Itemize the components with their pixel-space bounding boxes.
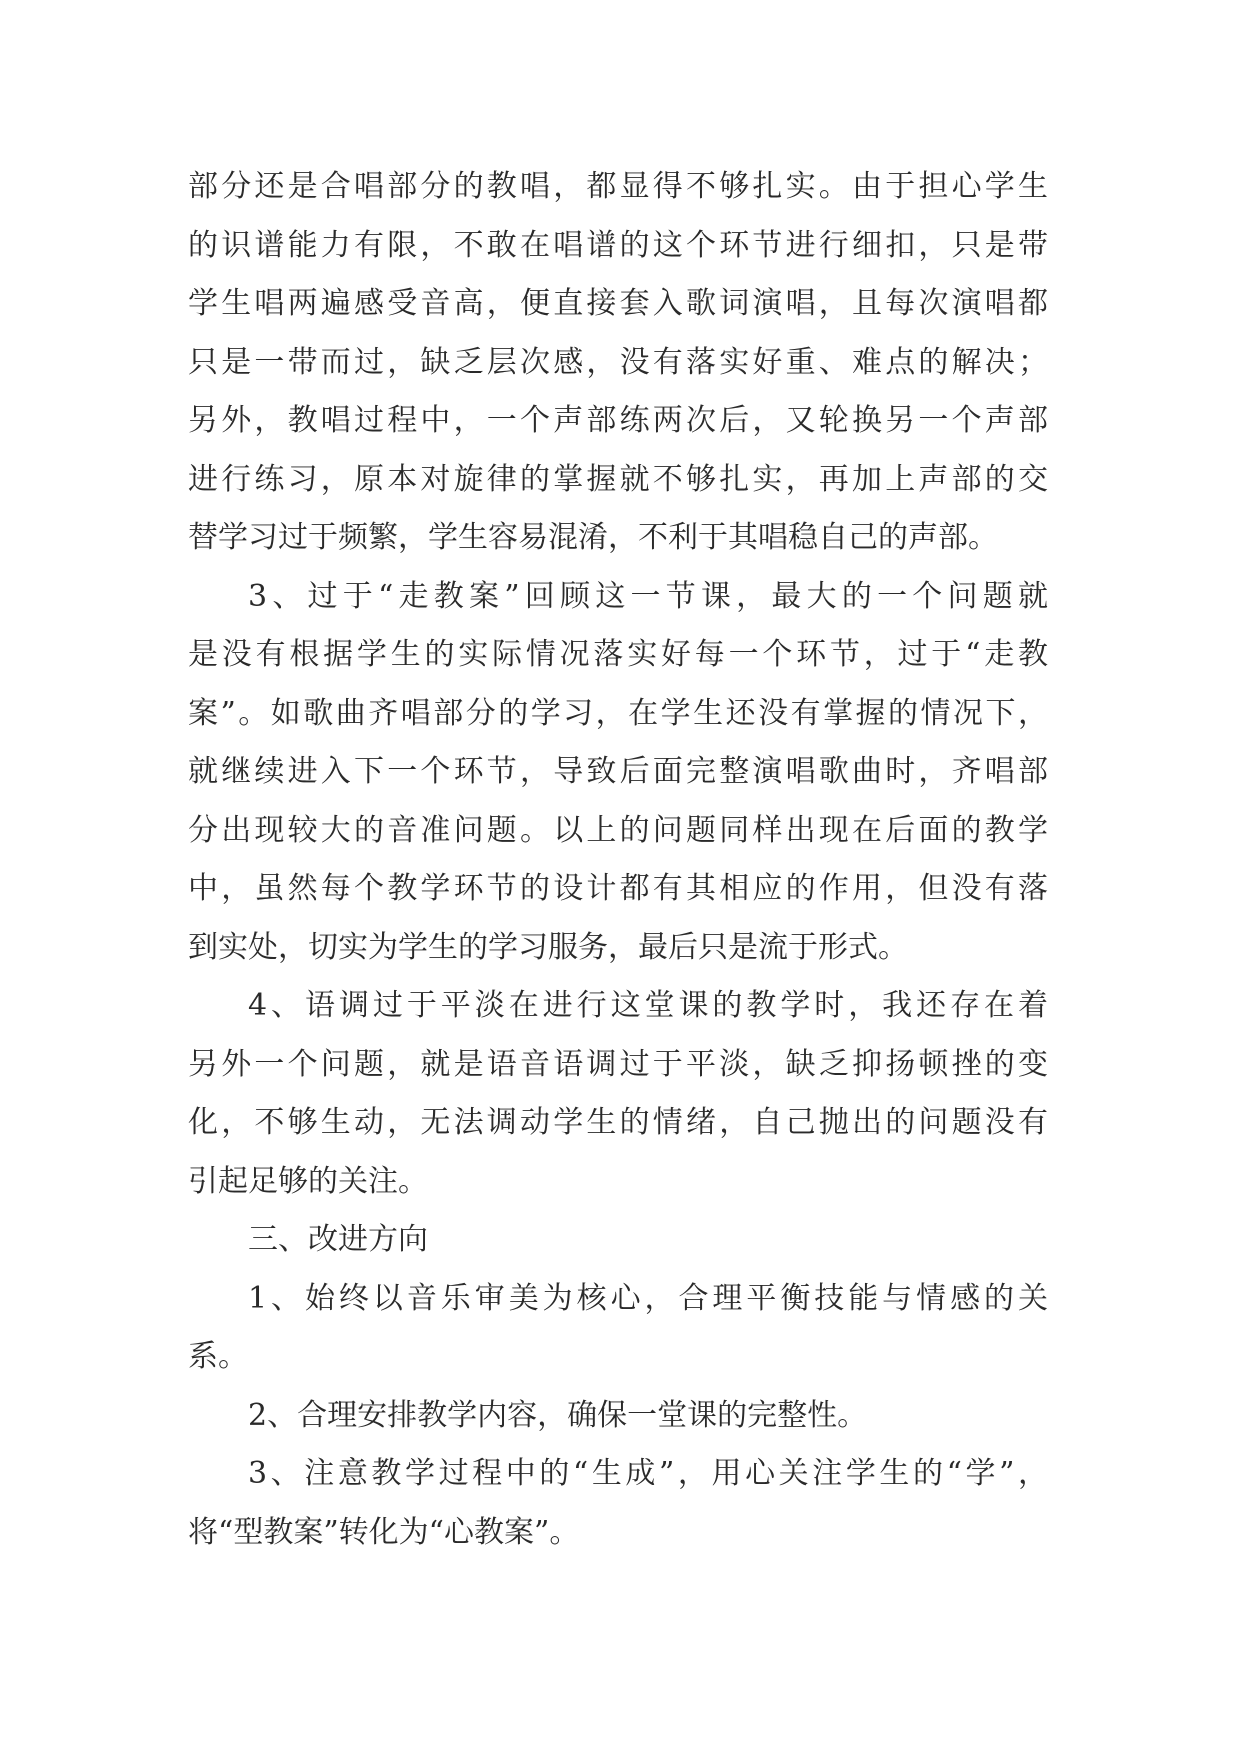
text-line: 的识谱能力有限，不敢在唱谱的这个环节进行细扣，只是带 xyxy=(188,227,1048,263)
text-line: 系。 xyxy=(188,1339,248,1374)
text-line: 替学习过于频繁，学生容易混淆，不利于其唱稳自己的声部。 xyxy=(188,520,998,555)
text-line: 只是一带而过，缺乏层次感，没有落实好重、难点的解决； xyxy=(188,344,1048,380)
text-line: 进行练习，原本对旋律的掌握就不够扎实，再加上声部的交 xyxy=(188,461,1048,497)
text-line: 分出现较大的音准问题。以上的问题同样出现在后面的教学 xyxy=(188,812,1048,848)
text-line: 部分还是合唱部分的教唱，都显得不够扎实。由于担心学生 xyxy=(188,169,1048,204)
text-line: 3、过于“走教案”回顾这一节课，最大的一个问题就 xyxy=(248,578,1048,614)
text-line: 学生唱两遍感受音高，便直接套入歌词演唱，且每次演唱都 xyxy=(188,286,1048,321)
text-line: 中，虽然每个教学环节的设计都有其相应的作用，但没有落 xyxy=(188,871,1048,906)
text-line: 2、合理安排教学内容，确保一堂课的完整性。 xyxy=(248,1397,868,1433)
text-line: 另外，教唱过程中，一个声部练两次后，又轮换另一个声部 xyxy=(188,403,1048,438)
text-line: 引起足够的关注。 xyxy=(188,1163,428,1199)
text-line: 三、改进方向 xyxy=(248,1222,428,1257)
text-line: 是没有根据学生的实际情况落实好每一个环节，过于“走教 xyxy=(188,637,1048,672)
text-line: 4、语调过于平淡在进行这堂课的教学时，我还存在着 xyxy=(248,988,1048,1023)
text-line: 3、注意教学过程中的“生成”，用心关注学生的“学”， xyxy=(248,1456,1048,1491)
text-line: 化，不够生动，无法调动学生的情绪，自己抛出的问题没有 xyxy=(188,1105,1048,1140)
text-line: 将“型教案”转化为“心教案”。 xyxy=(188,1514,580,1550)
text-line: 案”。如歌曲齐唱部分的学习，在学生还没有掌握的情况下， xyxy=(188,695,1048,731)
text-line: 1、始终以音乐审美为核心，合理平衡技能与情感的关 xyxy=(248,1280,1048,1316)
text-line: 就继续进入下一个环节，导致后面完整演唱歌曲时，齐唱部 xyxy=(188,754,1048,789)
document-body xyxy=(188,158,1048,1562)
text-line: 到实处，切实为学生的学习服务，最后只是流于形式。 xyxy=(188,929,908,965)
text-line: 另外一个问题，就是语音语调过于平淡，缺乏抑扬顿挫的变 xyxy=(188,1046,1048,1082)
